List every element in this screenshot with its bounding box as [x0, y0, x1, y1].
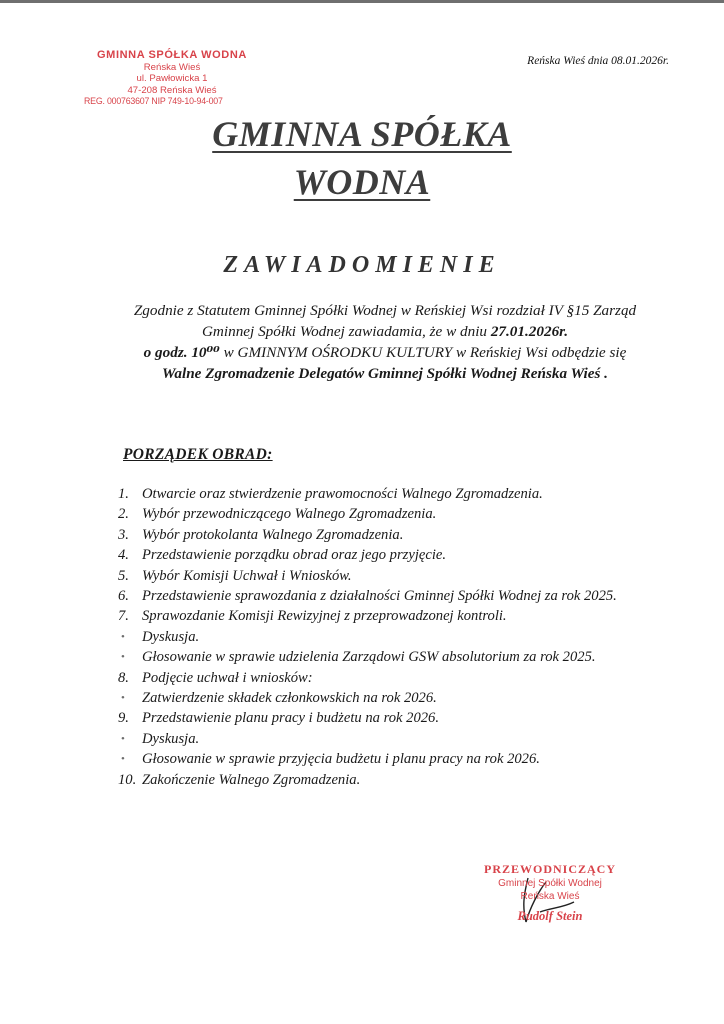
organization-title: [0, 110, 724, 206]
agenda-item-number: 4.: [118, 547, 129, 564]
agenda-item: [118, 545, 663, 565]
agenda-item-text: Zatwierdzenie składek członkowskich na rok 2026.: [142, 690, 437, 707]
agenda-item-text: Głosowanie w sprawie udzielenia Zarządowi GSW absolutorium za rok 2025.: [142, 649, 596, 666]
chairman-name: Rudolf Stein: [517, 909, 583, 923]
intro-text-2: w GMINNYM OŚRODKU KULTURY w Reńskiej Wsi odbędzie się: [223, 344, 627, 361]
agenda-item: [118, 729, 663, 749]
agenda-item: [118, 647, 663, 667]
agenda-item-text: Otwarcie oraz stwierdzenie prawomocności Walnego Zgromadzenia.: [142, 486, 543, 502]
agenda-item: [118, 770, 663, 790]
bullet-icon: •: [121, 753, 125, 766]
chairman-title: PRZEWODNICZĄCY: [483, 862, 616, 876]
agenda-item: [118, 749, 663, 769]
agenda-item: [118, 668, 663, 688]
stamp-line-org: GMINNA SPÓŁKA WODNA: [97, 49, 247, 61]
agenda-item-text: Głosowanie w sprawie przyjęcia budżetu i planu pracy na rok 2026.: [142, 751, 540, 768]
company-stamp: [82, 50, 262, 108]
chairman-stamp: [470, 862, 630, 924]
agenda-item-text: Wybór protokolanta Walnego Zgromadzenia.: [142, 526, 404, 543]
agenda-item-number: 8.: [118, 669, 129, 686]
agenda-item-text: Podjęcie uchwał i wniosków:: [142, 669, 313, 686]
agenda-item-text: Zakończenie Walnego Zgromadzenia.: [142, 771, 361, 788]
agenda-item: [118, 586, 663, 606]
agenda-item: [118, 566, 663, 586]
agenda-item-text: Dyskusja.: [142, 730, 200, 747]
agenda-item: [118, 504, 663, 524]
stamp-line-street: ul. Pawłowicka 1: [136, 73, 208, 85]
agenda-list: [118, 484, 663, 790]
meeting-time: o godz. 10⁰⁰: [143, 344, 220, 361]
agenda-item-number: 7.: [118, 608, 129, 625]
chairman-town: Reńska Wieś: [520, 891, 580, 902]
meeting-date: 27.01.2026r.: [490, 323, 569, 340]
agenda-item-number: 9.: [118, 710, 129, 727]
agenda-item: [118, 688, 663, 708]
agenda-item-number: 10.: [118, 771, 137, 788]
agenda-item: [118, 606, 663, 626]
bullet-icon: •: [121, 630, 125, 643]
document-date: Reńska Wieś dnia 08.01.2026r.: [527, 55, 669, 67]
bullet-icon: •: [121, 651, 125, 664]
agenda-item-text: Przedstawienie porządku obrad oraz jego przyjęcie.: [142, 547, 447, 564]
bullet-icon: •: [121, 692, 125, 705]
agenda-item-text: Dyskusja.: [142, 628, 200, 645]
agenda-item-number: 6.: [118, 588, 129, 605]
organization-title-line1: GMINNA SPÓŁKA: [212, 114, 512, 154]
agenda-item: [118, 484, 663, 504]
agenda-item-number: 5.: [118, 567, 129, 584]
stamp-line-registry: REG. 000763607 NIP 749-10-94-007: [84, 96, 223, 107]
chairman-org: Gminnej Spółki Wodnej: [498, 878, 602, 889]
stamp-line-postcode: 47-208 Reńska Wieś: [127, 84, 217, 96]
organization-title-line2: WODNA: [293, 162, 431, 202]
agenda-item: [118, 525, 663, 545]
agenda-item-text: Wybór przewodniczącego Walnego Zgromadzenia.: [142, 506, 437, 523]
intro-paragraph: [115, 300, 655, 384]
agenda-heading: PORZĄDEK OBRAD:: [123, 446, 273, 463]
agenda-item-number: 1.: [118, 486, 129, 502]
page-top-edge: [0, 0, 724, 3]
bullet-icon: •: [121, 732, 125, 745]
assembly-name: Walne Zgromadzenie Delegatów Gminnej Spółki Wodnej Reńska Wieś .: [162, 365, 608, 382]
agenda-item-text: Wybór Komisji Uchwał i Wniosków.: [142, 567, 352, 584]
agenda-item: [118, 708, 663, 728]
stamp-line-town: Reńska Wieś: [143, 61, 201, 73]
agenda-item-number: 3.: [118, 526, 129, 543]
notice-heading: ZAWIADOMIENIE: [223, 252, 501, 278]
agenda-item: [118, 627, 663, 647]
agenda-item-text: Sprawozdanie Komisji Rewizyjnej z przeprowadzonej kontroli.: [142, 608, 507, 625]
agenda-item-text: Przedstawienie sprawozdania z działalności Gminnej Spółki Wodnej za rok 2025.: [142, 588, 617, 605]
agenda-item-text: Przedstawienie planu pracy i budżetu na rok 2026.: [142, 710, 439, 727]
agenda-item-number: 2.: [118, 506, 129, 523]
intro-text-1: Zgodnie z Statutem Gminnej Spółki Wodnej w Reńskiej Wsi rozdział IV §15 Zarząd Gminnej Spółki Wodnej zawiadamia, że w dniu: [133, 302, 637, 340]
